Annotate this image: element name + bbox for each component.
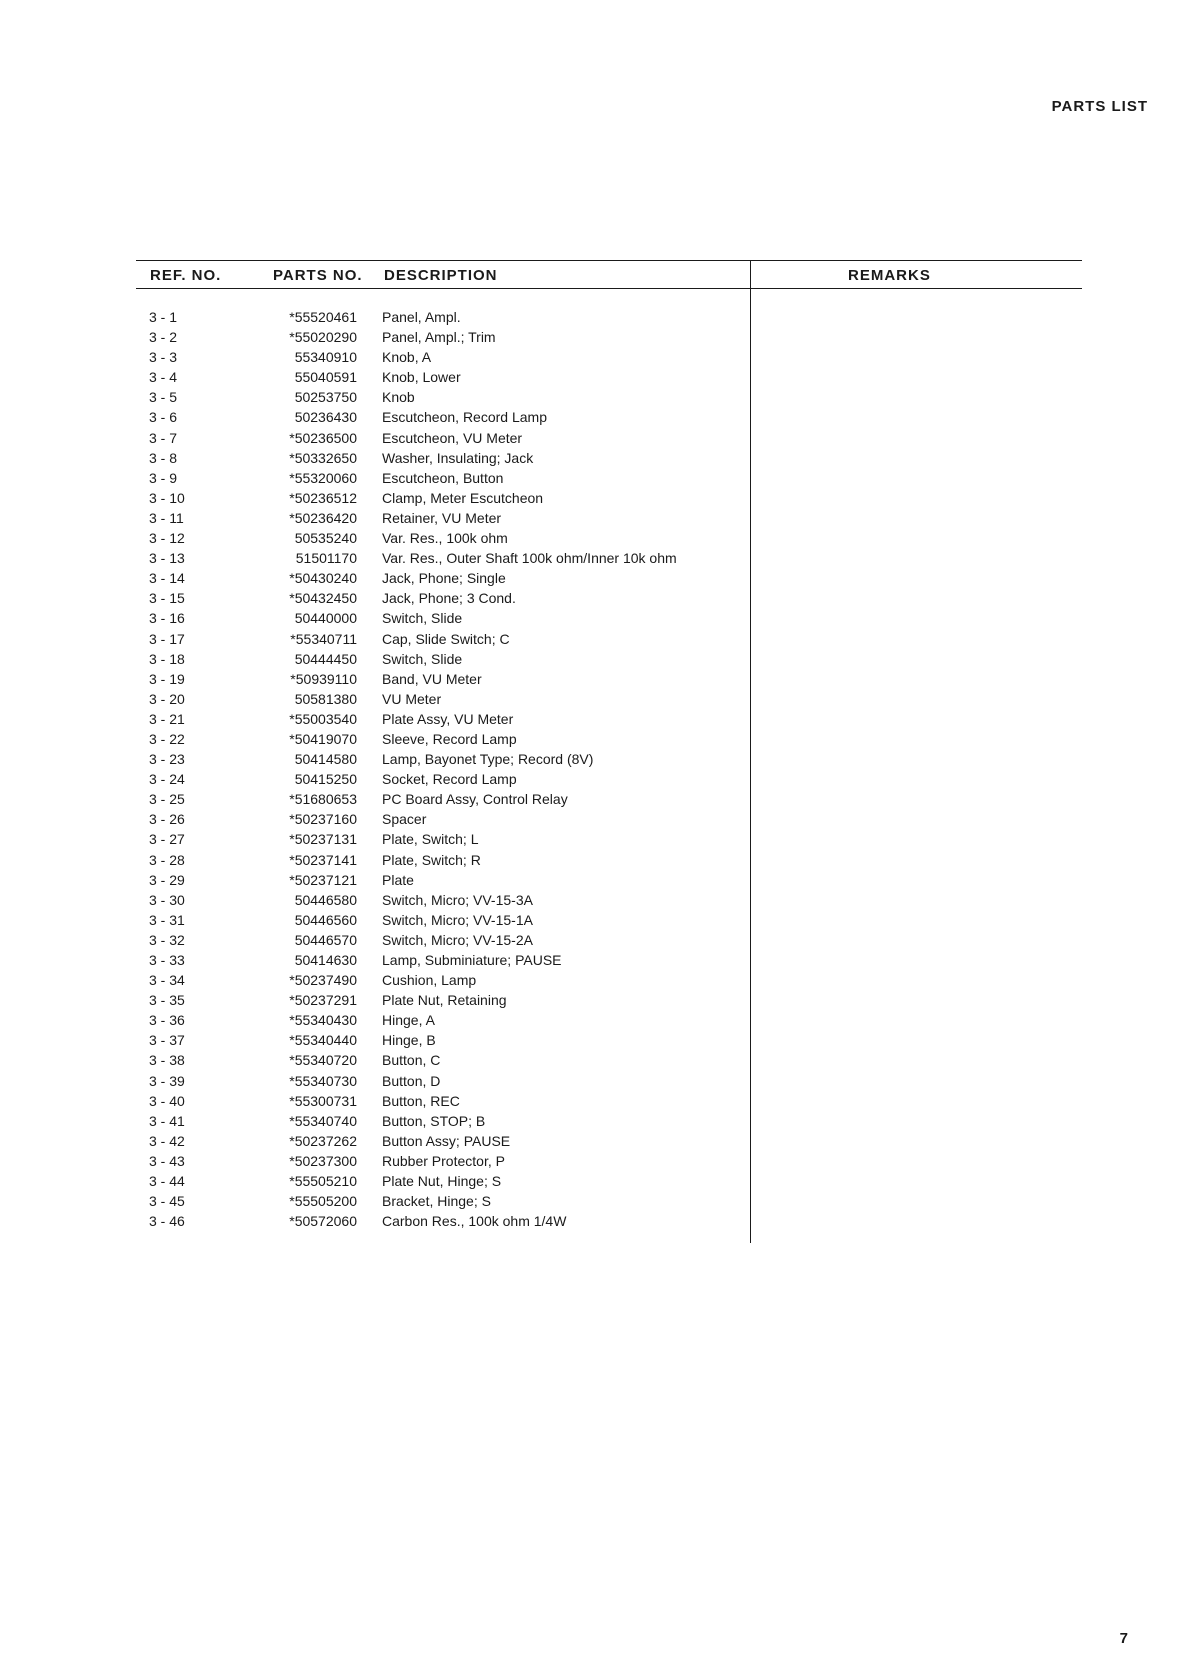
description-cell: Jack, Phone; Single xyxy=(382,570,506,587)
description-cell: Hinge, B xyxy=(382,1032,436,1049)
table-row xyxy=(136,1173,746,1193)
page-title: PARTS LIST xyxy=(1051,98,1148,115)
description-cell: Button, STOP; B xyxy=(382,1112,486,1129)
parts-no-cell: 50446580 xyxy=(294,891,357,908)
table-row xyxy=(136,872,746,892)
parts-no-cell: *55505200 xyxy=(289,1193,357,1210)
table-row xyxy=(136,671,746,691)
table-row xyxy=(136,590,746,610)
ref-cell: 3 - 37 xyxy=(149,1032,185,1049)
ref-cell: 3 - 39 xyxy=(149,1072,185,1089)
table-row xyxy=(136,1133,746,1153)
description-cell: Plate Nut, Hinge; S xyxy=(382,1173,502,1190)
parts-no-cell: *50237141 xyxy=(289,851,357,868)
ref-cell: 3 - 16 xyxy=(149,610,185,627)
parts-no-cell: *55003540 xyxy=(289,710,357,727)
table-row xyxy=(136,1073,746,1093)
parts-no-cell: *51680653 xyxy=(289,791,357,808)
table-row xyxy=(136,1153,746,1173)
description-cell: Switch, Slide xyxy=(382,650,463,667)
table-row xyxy=(136,1052,746,1072)
description-cell: Button Assy; PAUSE xyxy=(382,1132,511,1149)
parts-no-cell: 50253750 xyxy=(294,389,357,406)
page-number: 7 xyxy=(1119,1630,1128,1647)
description-cell: Button, C xyxy=(382,1052,441,1069)
description-cell: Sleeve, Record Lamp xyxy=(382,730,517,747)
ref-cell: 3 - 18 xyxy=(149,650,185,667)
column-header-ref-no: REF. NO. xyxy=(150,267,222,284)
parts-no-cell: *55340720 xyxy=(289,1052,357,1069)
parts-no-cell: 50414580 xyxy=(294,751,357,768)
table-row xyxy=(136,369,746,389)
parts-no-cell: *50237121 xyxy=(289,871,357,888)
description-cell: Escutcheon, Record Lamp xyxy=(382,409,547,426)
description-cell: Carbon Res., 100k ohm 1/4W xyxy=(382,1213,567,1230)
description-cell: Panel, Ampl.; Trim xyxy=(382,329,496,346)
table-body xyxy=(136,309,746,1233)
description-cell: Var. Res., 100k ohm xyxy=(382,530,508,547)
table-row xyxy=(136,952,746,972)
description-cell: Clamp, Meter Escutcheon xyxy=(382,489,544,506)
remarks-column-divider xyxy=(750,260,751,1243)
table-row xyxy=(136,610,746,630)
ref-cell: 3 - 36 xyxy=(149,1012,185,1029)
description-cell: Knob, Lower xyxy=(382,369,461,386)
ref-cell: 3 - 6 xyxy=(149,409,178,426)
table-row xyxy=(136,309,746,329)
parts-no-cell: *50237262 xyxy=(289,1132,357,1149)
description-cell: Cap, Slide Switch; C xyxy=(382,630,510,647)
ref-cell: 3 - 26 xyxy=(149,811,185,828)
table-row xyxy=(136,470,746,490)
table-row xyxy=(136,831,746,851)
parts-no-cell: *55300731 xyxy=(289,1092,357,1109)
parts-no-cell: *50236512 xyxy=(289,489,357,506)
table-row xyxy=(136,1113,746,1133)
ref-cell: 3 - 22 xyxy=(149,730,185,747)
table-row xyxy=(136,1032,746,1052)
ref-cell: 3 - 3 xyxy=(149,349,178,366)
ref-cell: 3 - 19 xyxy=(149,670,185,687)
parts-no-cell: *50237490 xyxy=(289,972,357,989)
table-row xyxy=(136,1213,746,1233)
table-row xyxy=(136,1093,746,1113)
table-row xyxy=(136,751,746,771)
ref-cell: 3 - 13 xyxy=(149,550,185,567)
parts-no-cell: 50535240 xyxy=(294,530,357,547)
description-cell: Switch, Micro; VV-15-1A xyxy=(382,911,533,928)
parts-no-cell: *50236500 xyxy=(289,429,357,446)
description-cell: PC Board Assy, Control Relay xyxy=(382,791,568,808)
ref-cell: 3 - 17 xyxy=(149,630,185,647)
table-row xyxy=(136,329,746,349)
description-cell: Bracket, Hinge; S xyxy=(382,1193,491,1210)
parts-no-cell: *55340711 xyxy=(290,630,357,647)
ref-cell: 3 - 46 xyxy=(149,1213,185,1230)
table-row xyxy=(136,389,746,409)
parts-no-cell: *50572060 xyxy=(289,1213,357,1230)
table-row xyxy=(136,570,746,590)
description-cell: Lamp, Subminiature; PAUSE xyxy=(382,952,562,968)
ref-cell: 3 - 2 xyxy=(149,329,178,346)
parts-no-cell: 50446560 xyxy=(294,911,357,928)
description-cell: Plate, Switch; L xyxy=(382,831,479,848)
table-header-row xyxy=(136,265,1082,287)
table-top-rule xyxy=(136,260,1082,261)
column-header-remarks: REMARKS xyxy=(848,267,931,284)
ref-cell: 3 - 42 xyxy=(149,1132,185,1149)
ref-cell: 3 - 10 xyxy=(149,489,185,506)
ref-cell: 3 - 35 xyxy=(149,992,185,1009)
ref-cell: 3 - 23 xyxy=(149,751,185,768)
description-cell: Retainer, VU Meter xyxy=(382,509,502,526)
description-cell: VU Meter xyxy=(382,690,442,707)
description-cell: Spacer xyxy=(382,811,427,828)
parts-no-cell: *55340730 xyxy=(289,1072,357,1089)
description-cell: Button, D xyxy=(382,1072,441,1089)
table-row xyxy=(136,510,746,530)
description-cell: Plate, Switch; R xyxy=(382,851,481,868)
ref-cell: 3 - 15 xyxy=(149,590,185,607)
table-row xyxy=(136,1012,746,1032)
parts-no-cell: 50581380 xyxy=(294,690,357,707)
description-cell: Hinge, A xyxy=(382,1012,435,1029)
table-row xyxy=(136,932,746,952)
ref-cell: 3 - 40 xyxy=(149,1092,185,1109)
parts-no-cell: 51501170 xyxy=(295,550,357,567)
table-row xyxy=(136,691,746,711)
parts-no-cell: 50236430 xyxy=(294,409,357,426)
ref-cell: 3 - 8 xyxy=(149,449,178,466)
table-row xyxy=(136,631,746,651)
parts-no-cell: *50939110 xyxy=(290,670,357,687)
ref-cell: 3 - 45 xyxy=(149,1193,185,1210)
column-header-parts-no: PARTS NO. xyxy=(273,267,363,284)
description-cell: Plate xyxy=(382,871,414,888)
description-cell: Socket, Record Lamp xyxy=(382,771,517,788)
description-cell: Switch, Micro; VV-15-2A xyxy=(382,931,533,948)
table-row xyxy=(136,409,746,429)
parts-no-cell: *55520461 xyxy=(289,309,357,325)
table-row xyxy=(136,771,746,791)
ref-cell: 3 - 5 xyxy=(149,389,178,406)
description-cell: Var. Res., Outer Shaft 100k ohm/Inner 10k ohm xyxy=(382,550,677,567)
description-cell: Button, REC xyxy=(382,1092,460,1109)
table-row xyxy=(136,1193,746,1213)
ref-cell: 3 - 30 xyxy=(149,891,185,908)
table-row xyxy=(136,651,746,671)
parts-no-cell: *50237160 xyxy=(289,811,357,828)
description-cell: Rubber Protector, P xyxy=(382,1152,505,1169)
table-row xyxy=(136,530,746,550)
ref-cell: 3 - 31 xyxy=(149,911,185,928)
parts-no-cell: *55505210 xyxy=(289,1173,357,1190)
description-cell: Lamp, Bayonet Type; Record (8V) xyxy=(382,751,594,768)
ref-cell: 3 - 24 xyxy=(149,771,185,788)
table-row xyxy=(136,912,746,932)
parts-no-cell: *50419070 xyxy=(289,730,357,747)
parts-no-cell: *50236420 xyxy=(289,509,357,526)
parts-no-cell: *50237131 xyxy=(289,831,357,848)
parts-no-cell: 55040591 xyxy=(294,369,357,386)
table-row xyxy=(136,550,746,570)
ref-cell: 3 - 25 xyxy=(149,791,185,808)
description-cell: Plate Assy, VU Meter xyxy=(382,710,514,727)
table-row xyxy=(136,811,746,831)
parts-no-cell: *50237291 xyxy=(289,992,357,1009)
parts-no-cell: 50414630 xyxy=(294,952,357,968)
ref-cell: 3 - 14 xyxy=(149,570,185,587)
ref-cell: 3 - 1 xyxy=(149,309,178,325)
ref-cell: 3 - 28 xyxy=(149,851,185,868)
description-cell: Escutcheon, Button xyxy=(382,469,504,486)
ref-cell: 3 - 9 xyxy=(149,469,178,486)
parts-no-cell: *55340440 xyxy=(289,1032,357,1049)
column-header-description: DESCRIPTION xyxy=(384,267,498,284)
description-cell: Switch, Micro; VV-15-3A xyxy=(382,891,533,908)
parts-no-cell: *50332650 xyxy=(289,449,357,466)
description-cell: Cushion, Lamp xyxy=(382,972,477,989)
ref-cell: 3 - 44 xyxy=(149,1173,185,1190)
description-cell: Panel, Ampl. xyxy=(382,309,461,325)
ref-cell: 3 - 41 xyxy=(149,1112,185,1129)
description-cell: Knob xyxy=(382,389,415,406)
parts-no-cell: *55340430 xyxy=(289,1012,357,1029)
ref-cell: 3 - 7 xyxy=(149,429,178,446)
ref-cell: 3 - 11 xyxy=(149,509,184,526)
table-row xyxy=(136,972,746,992)
parts-no-cell: *50432450 xyxy=(289,590,357,607)
parts-no-cell: 50446570 xyxy=(294,931,357,948)
description-cell: Washer, Insulating; Jack xyxy=(382,449,534,466)
ref-cell: 3 - 27 xyxy=(149,831,185,848)
parts-no-cell: *55320060 xyxy=(289,469,357,486)
ref-cell: 3 - 12 xyxy=(149,530,185,547)
parts-no-cell: 55340910 xyxy=(294,349,357,366)
ref-cell: 3 - 29 xyxy=(149,871,185,888)
parts-no-cell: *50237300 xyxy=(289,1152,357,1169)
ref-cell: 3 - 21 xyxy=(149,710,185,727)
ref-cell: 3 - 20 xyxy=(149,690,185,707)
description-cell: Knob, A xyxy=(382,349,432,366)
table-row xyxy=(136,731,746,751)
parts-no-cell: *55020290 xyxy=(289,329,357,346)
ref-cell: 3 - 32 xyxy=(149,931,185,948)
ref-cell: 3 - 43 xyxy=(149,1152,185,1169)
table-row xyxy=(136,852,746,872)
table-row xyxy=(136,430,746,450)
table-row xyxy=(136,711,746,731)
table-row xyxy=(136,450,746,470)
description-cell: Plate Nut, Retaining xyxy=(382,992,507,1009)
description-cell: Switch, Slide xyxy=(382,610,463,627)
ref-cell: 3 - 34 xyxy=(149,972,185,989)
ref-cell: 3 - 4 xyxy=(149,369,178,386)
ref-cell: 3 - 33 xyxy=(149,952,185,968)
parts-no-cell: 50444450 xyxy=(294,650,357,667)
description-cell: Escutcheon, VU Meter xyxy=(382,429,523,446)
parts-no-cell: 50440000 xyxy=(294,610,357,627)
table-row xyxy=(136,892,746,912)
table-row xyxy=(136,490,746,510)
table-header-rule xyxy=(136,288,1082,289)
parts-no-cell: *55340740 xyxy=(289,1112,357,1129)
description-cell: Band, VU Meter xyxy=(382,670,482,687)
table-row xyxy=(136,349,746,369)
description-cell: Jack, Phone; 3 Cond. xyxy=(382,590,516,607)
table-row xyxy=(136,791,746,811)
ref-cell: 3 - 38 xyxy=(149,1052,185,1069)
parts-no-cell: 50415250 xyxy=(294,771,357,788)
parts-no-cell: *50430240 xyxy=(289,570,357,587)
table-row xyxy=(136,992,746,1012)
